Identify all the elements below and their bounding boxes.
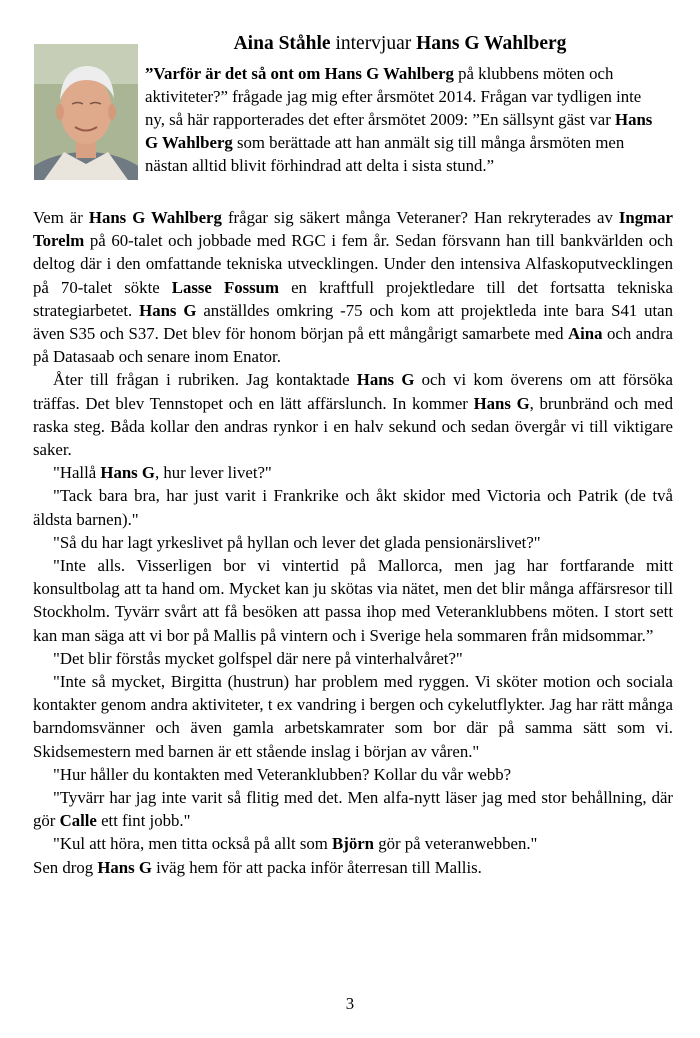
page-number: 3 [345,994,355,1013]
intro-tail: som berättade att han anmält sig till många årsmöten men nästan alltid blivit förhindrad att delta i sista stund.” [145,133,625,175]
article-title [140,32,660,56]
portrait-image [34,44,138,180]
paragraph-4: "Tack bara bra, har just varit i Frankrike och åkt skidor med Victoria och Patrik (de två äldsta barnen)." [33,486,673,529]
paragraph-8: "Inte så mycket, Birgitta (hustrun) har problem med ryggen. Vi sköter motion och sociala kontakter genom andra aktiviteter, t ex vandring i bergen och cykelutflykter. Jag har rätt många barndomsvänner och även gamla arbetskamrater som bor där på samma sätt som vi. Skidsemestern med barnen är ett stående inslag i början av våren." [33,672,673,761]
article-body [33,206,673,879]
intro-question-start: ”Varför är det så ont om [145,64,321,83]
paragraph-6: "Inte alls. Visserligen bor vi vintertid på Mallorca, men jag har fortfarande mitt konsultbolag att ta hand om. Mycket kan ju skötas via nätet, men det blir många affärsresor till Stockholm. Tyvärr svårt att få besöken att passa ihop med Veteranklubbens möten. I stort sett kan man säga att vi bor på Mallis på vintern och i Sverige hela sommaren från midsommar.” [33,556,673,645]
paragraph-3: "Hallå Hans G, hur lever livet?" [53,463,272,483]
paragraph-7: "Det blir förstås mycket golfspel där nere på vinterhalvåret?" [53,648,463,668]
paragraph-2: Åter till frågan i rubriken. Jag kontaktade Hans G och vi kom överens om att försöka träffas. Det blev Tennstopet och en lätt affärslunch. In kommer Hans G, brunbränd och med raska steg. Båda kollar den andras rynkor i en halv sekund och sedan övergår vi till viktigare saker. [33,370,673,460]
paragraph-10: "Tyvärr har jag inte varit så flitig med det. Men alfa-nytt läser jag med stor behållning, där gör Calle ett fint jobb." [33,788,673,831]
portrait-photo [34,44,138,180]
paragraph-9: "Hur håller du kontakten med Veteranklubben? Kollar du vår webb? [53,764,512,784]
title-verb: intervjuar [335,33,412,54]
paragraph-1: Vem är Hans G Wahlberg frågar sig säkert många Veteraner? Han rekryterades av Ingmar Torelm på 60-talet och jobbade med RGC i fem år. Sedan försvann han till bankvärlden och deltog där i den omfattande tekniska utvecklingen. Under den intensiva Alfaskoputvecklingen på 70-talet sökte Lasse Fossum en kraftfull projektledare till det fortsatta tekniska strategiarbetet. Hans G anställdes omkring -75 och kom att projektleda inte bara S41 utan även S35 och S37. Det blev för honom början på ett mångårigt samarbete med Aina och andra på Datasaab och senare inom Enator. [33,208,674,367]
interviewee-name: Hans G Wahlberg [416,33,567,54]
interviewer-name: Aina Ståhle [233,33,331,54]
intro-paragraph [145,62,665,177]
intro-question-end: på klubbens möten och aktiviteter?” frågade jag mig efter årsmötet 2014. Frågan var tydligen inte ny, så här rapporterades det efter årsmötet 2009: ”En sällsynt gäst var [145,64,642,129]
intro-name: Hans G Wahlberg [324,64,454,83]
intro-name-2: Hans G Wahlberg [145,110,653,152]
paragraph-11: "Kul att höra, men titta också på allt som Björn gör på veteranwebben." [53,834,538,854]
paragraph-5: "Så du har lagt yrkeslivet på hyllan och lever det glada pensionärslivet?" [53,532,541,552]
paragraph-12: Sen drog Hans G iväg hem för att packa inför återresan till Mallis. [33,857,482,877]
